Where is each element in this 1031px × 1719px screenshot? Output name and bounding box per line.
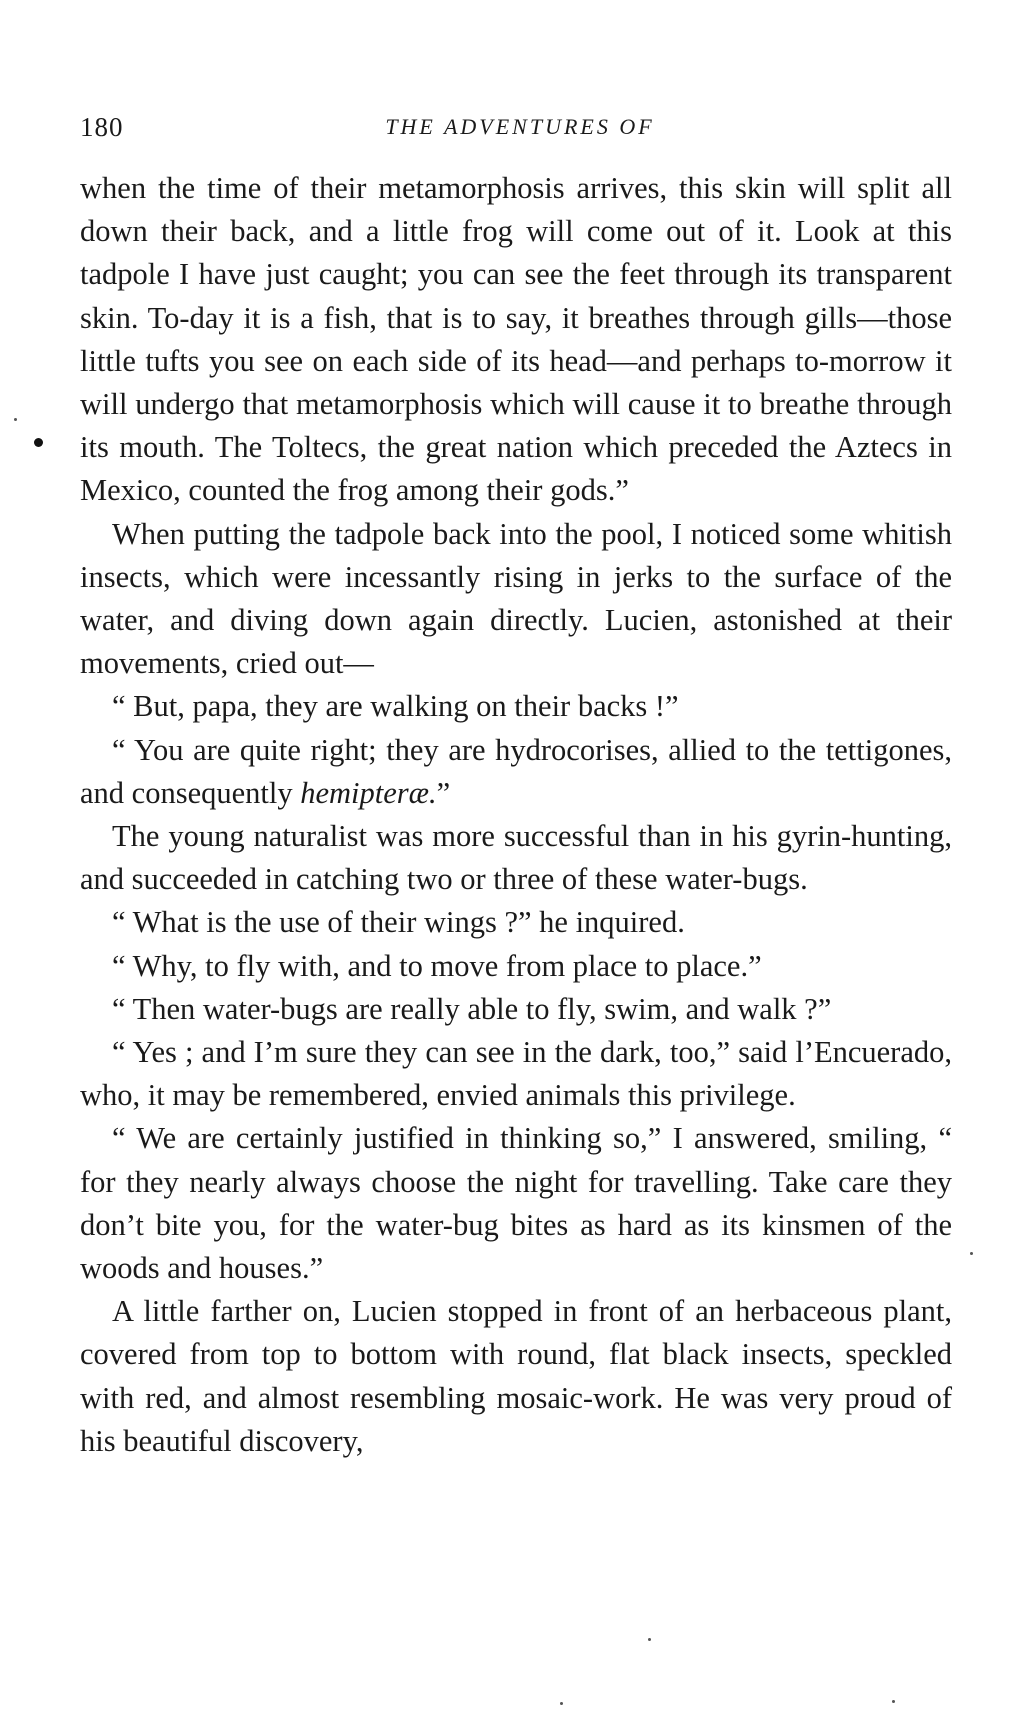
body-text xyxy=(80,167,952,1463)
paragraph: “ Yes ; and I’m sure they can see in the dark, too,” said l’Encuerado, who, it may be remembered, envied animals this privilege. xyxy=(80,1035,952,1113)
paper-speck xyxy=(970,1252,973,1255)
italic-term: hemipteræ. xyxy=(300,775,437,810)
paragraph: “ What is the use of their wings ?” he inquired. xyxy=(112,905,685,940)
paragraph: When putting the tadpole back into the pool, I noticed some whitish insects, which were incessantly rising in jerks to the surface of the water, and diving down again directly. Lucien, astonished at their movements, cried out— xyxy=(80,516,952,681)
paragraph: A little farther on, Lucien stopped in front of an herbaceous plant, covered from top to bottom with round, flat black insects, speckled with red, and almost resembling mosaic-work. He was very proud of his beautiful discovery, xyxy=(80,1294,952,1458)
paragraph: “ Then water-bugs are really able to fly, swim, and walk ?” xyxy=(112,991,832,1026)
paragraph: “ But, papa, they are walking on their backs !” xyxy=(112,689,679,724)
paragraph: “ Why, to fly with, and to move from place to place.” xyxy=(112,948,762,983)
paragraph-text: “ You are quite right; they are hydrocorises, allied to the tettigones, and consequently xyxy=(80,732,952,810)
paragraph xyxy=(80,729,952,815)
running-title: THE ADVENTURES OF xyxy=(385,114,655,139)
paragraph: “ We are certainly justified in thinking so,” I answered, smiling, “ for they nearly always choose the night for travelling. Take care they don’t bite you, for the water-bug bites as hard as its kinsmen of the woods and houses.” xyxy=(80,1121,952,1286)
page-header xyxy=(80,112,960,152)
margin-dot-mark xyxy=(34,438,43,447)
paper-speck xyxy=(560,1702,563,1705)
paragraph: The young naturalist was more successful than in his gyrin-hunting, and succeeded in catching two or three of these water-bugs. xyxy=(80,819,952,897)
paragraph-text: ” xyxy=(436,775,451,810)
paper-speck xyxy=(14,418,17,421)
page-number: 180 xyxy=(80,112,124,142)
paper-speck xyxy=(648,1638,651,1641)
paragraph: when the time of their metamorphosis arrives, this skin will split all down their back, and a little frog will come out of it. Look at this tadpole I have just caught; you can see the feet through its transparent skin. To-day it is a fish, that is to say, it breathes through gills—those little tufts you see on each side of its head—and perhaps to-morrow it will undergo that metamorphosis which will cause it to breathe through its mouth. The Toltecs, the great nation which preceded the Aztecs in Mexico, counted the frog among their gods.” xyxy=(80,171,952,508)
paper-speck xyxy=(892,1700,895,1703)
